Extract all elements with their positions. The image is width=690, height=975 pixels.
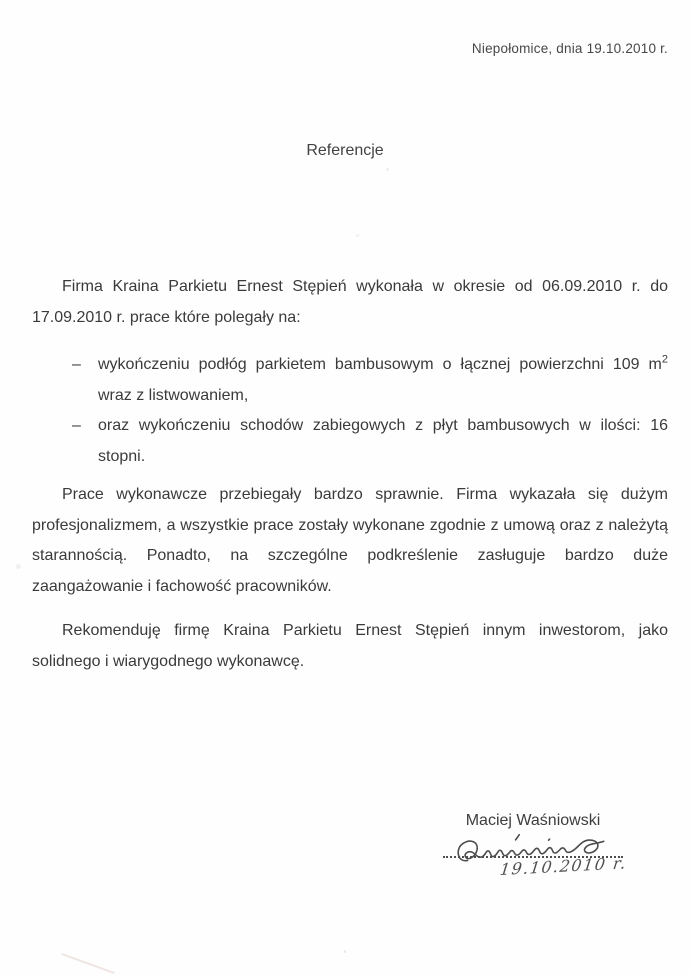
list-item-text-post: wraz z listwowaniem, bbox=[98, 386, 249, 404]
signature-block bbox=[438, 812, 628, 879]
scan-speck bbox=[356, 234, 359, 237]
list-item bbox=[32, 411, 668, 472]
paragraph-recommendation: Rekomenduję firmę Kraina Parkietu Ernest Stępień innym inwestorom, jako solidnego i wiarygodnego wykonawcę. bbox=[32, 622, 668, 670]
superscript-2: 2 bbox=[661, 353, 668, 366]
scan-artifact-line bbox=[61, 953, 114, 974]
scan-speck bbox=[16, 564, 21, 569]
list-item-text: oraz wykończeniu schodów zabiegowych z płyt bambusowych w ilości: 16 stopni. bbox=[98, 417, 668, 465]
scan-speck bbox=[386, 168, 389, 171]
paragraph-assessment: Prace wykonawcze przebiegały bardzo sprawnie. Firma wykazała się dużym profesjonalizmem, a wszystkie prace zostały wykonane zgodnie z umową oraz z należytą starannością. Ponadto, na szczególne podkreślenie zasługuje bardzo duże zaangażowanie i fachowość pracowników. bbox=[32, 486, 668, 595]
dash-bullet-marker: – bbox=[72, 417, 81, 434]
letter-body bbox=[32, 272, 668, 677]
list-item-text bbox=[98, 350, 668, 411]
document-title: Referencje bbox=[306, 142, 384, 159]
work-items-list bbox=[32, 350, 668, 472]
handwritten-date: 19.10.2010 r. bbox=[498, 853, 629, 880]
dateline: Niepołomice, dnia 19.10.2010 r. bbox=[471, 41, 668, 56]
signer-typed-name: Maciej Waśniowski bbox=[465, 812, 601, 829]
scan-speck bbox=[344, 950, 346, 953]
dash-bullet-marker: – bbox=[72, 356, 81, 373]
list-item-text-pre: wykończeniu podłóg parkietem bambusowym o łącznej powierzchni 109 m bbox=[98, 356, 662, 373]
paragraph-intro: Firma Kraina Parkietu Ernest Stępień wykonała w okresie od 06.09.2010 r. do 17.09.2010 r. prace które polegały na: bbox=[32, 278, 668, 326]
list-item bbox=[32, 350, 668, 411]
